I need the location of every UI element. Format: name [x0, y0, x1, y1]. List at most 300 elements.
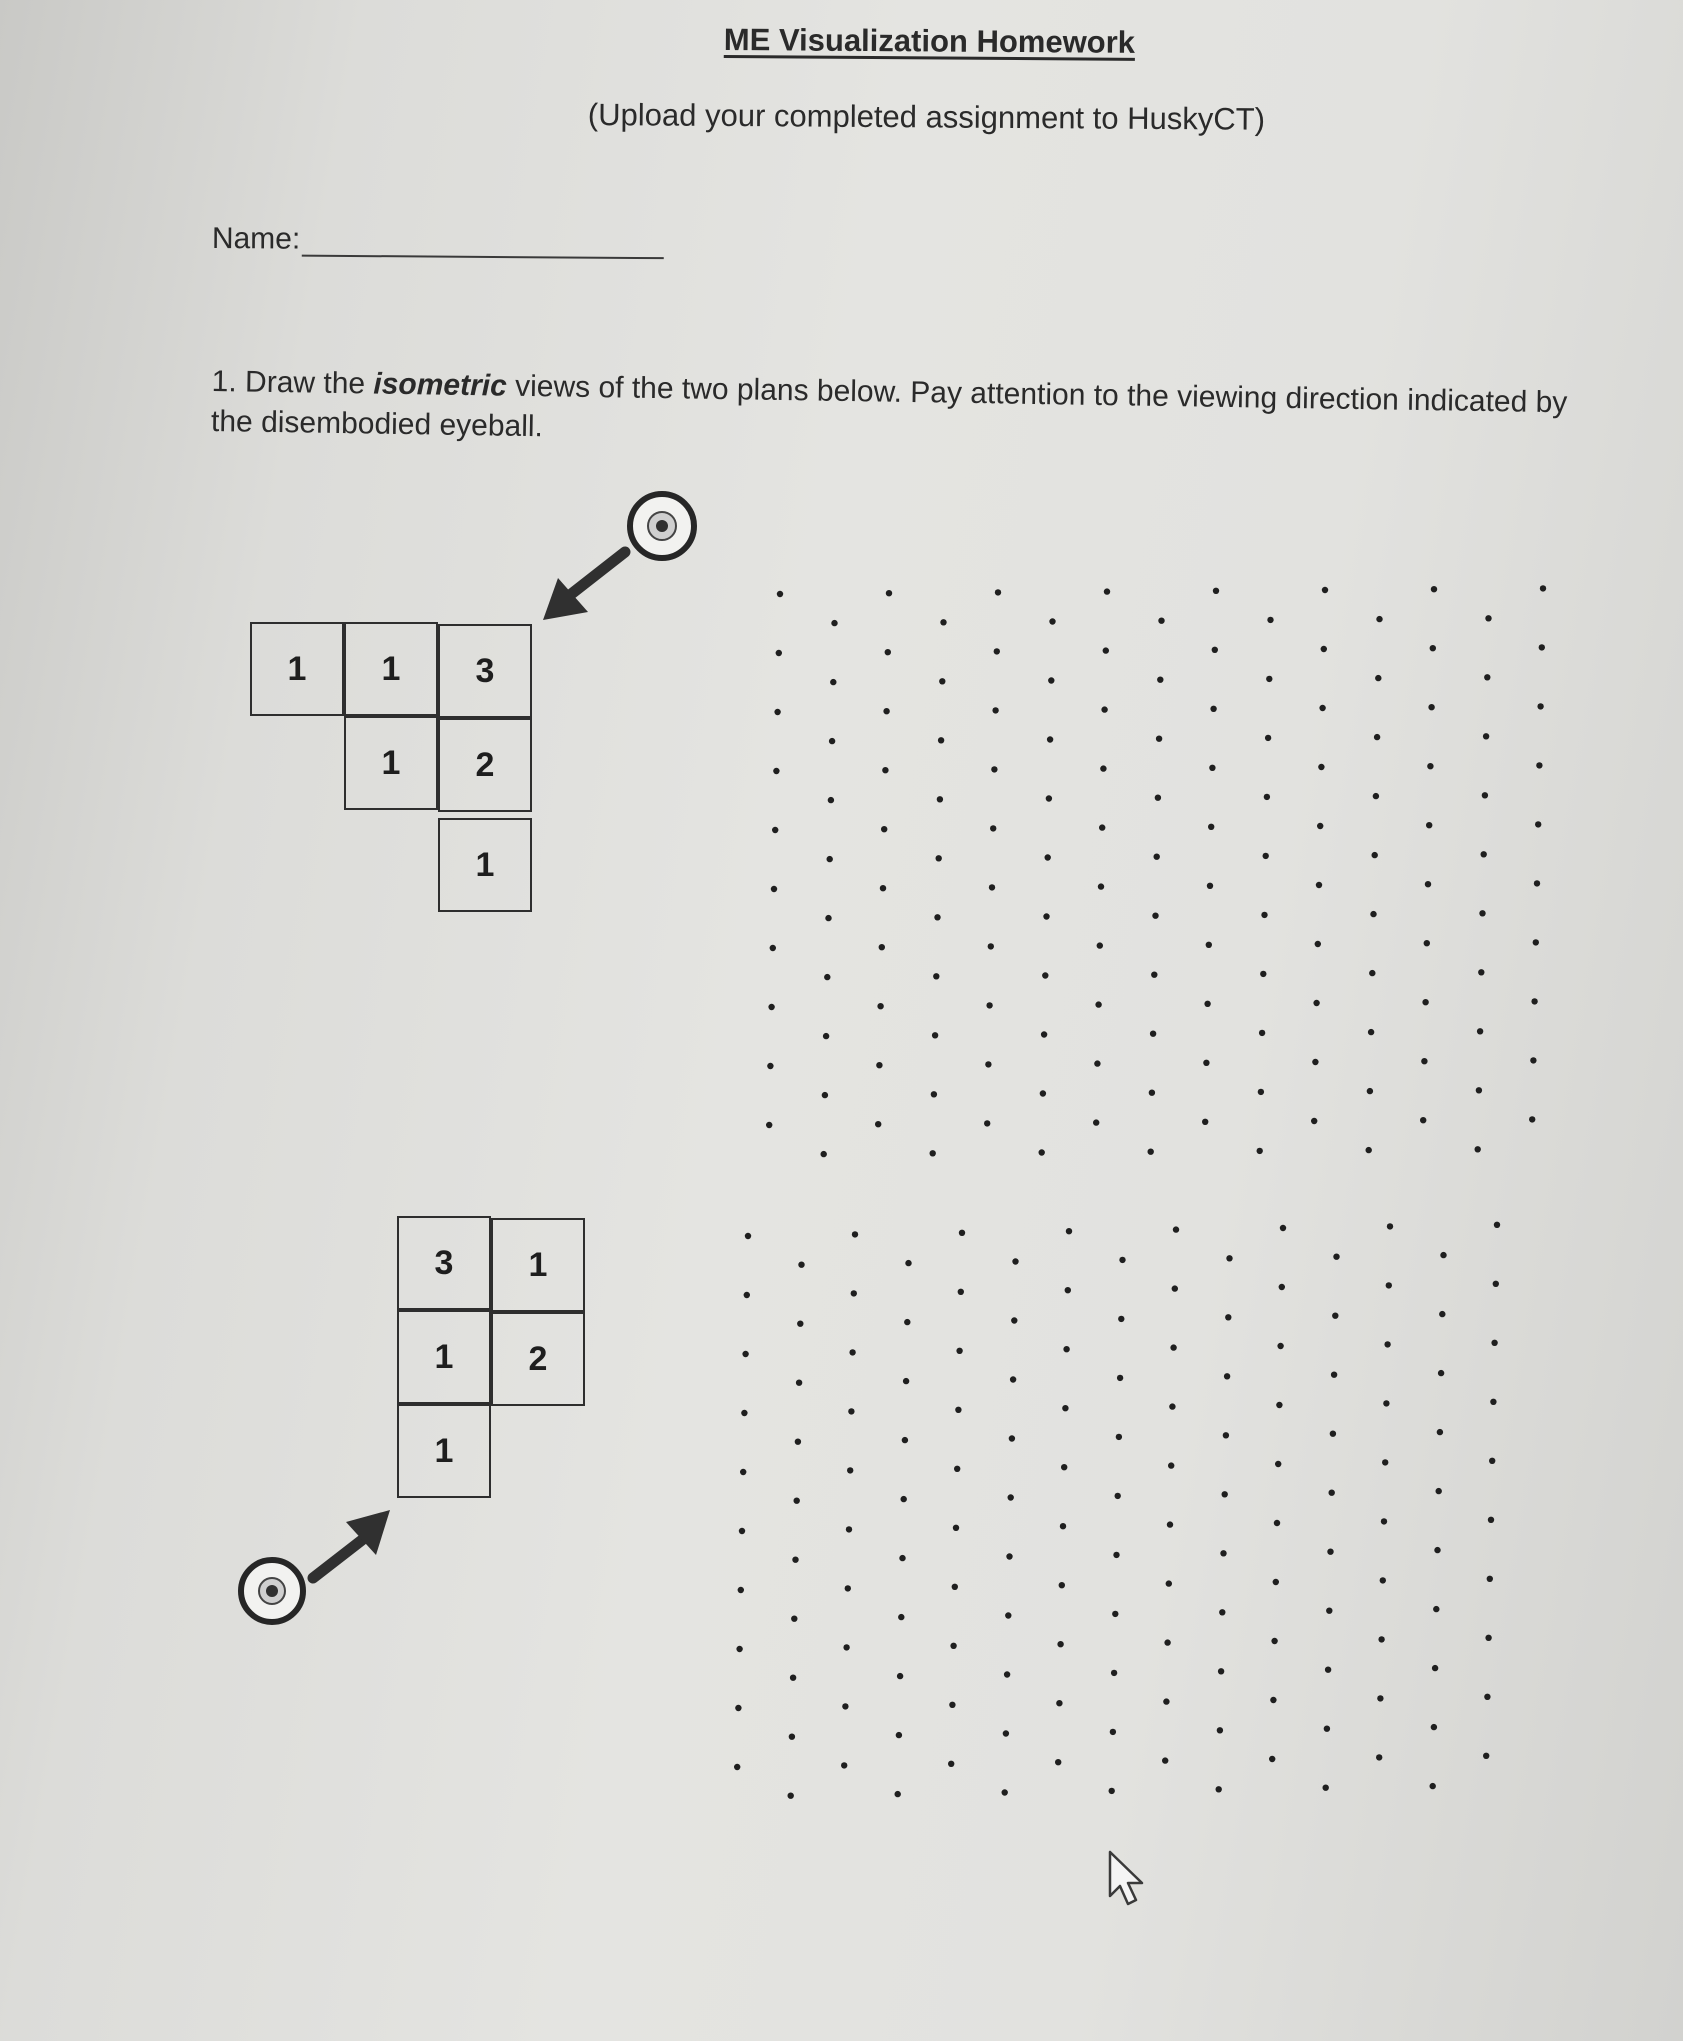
grid-dot	[1368, 1029, 1374, 1035]
grid-dot	[1381, 1518, 1387, 1524]
grid-dot	[1258, 1089, 1264, 1095]
grid-dot	[1157, 677, 1163, 683]
grid-dot	[1277, 1343, 1283, 1349]
grid-dot	[903, 1378, 909, 1384]
grid-dot	[777, 591, 783, 597]
grid-dot	[1425, 881, 1431, 887]
grid-dot	[1117, 1375, 1123, 1381]
grid-dot	[831, 620, 837, 626]
grid-dot	[1530, 1057, 1536, 1063]
grid-dot	[1173, 1226, 1179, 1232]
grid-dot	[1059, 1582, 1065, 1588]
grid-dot	[1063, 1346, 1069, 1352]
grid-dot	[1065, 1287, 1071, 1293]
grid-dot	[1436, 1488, 1442, 1494]
grid-dot	[1323, 1785, 1329, 1791]
grid-dot	[828, 797, 834, 803]
grid-dot	[1386, 1282, 1392, 1288]
grid-dot	[933, 973, 939, 979]
grid-dot	[954, 1466, 960, 1472]
grid-dot	[1383, 1400, 1389, 1406]
grid-dot	[985, 1061, 991, 1067]
grid-dot	[1475, 1146, 1481, 1152]
grid-dot	[989, 884, 995, 890]
question-number: 1.	[211, 364, 237, 399]
grid-dot	[934, 914, 940, 920]
grid-dot	[1112, 1611, 1118, 1617]
grid-dot	[846, 1526, 852, 1532]
grid-dot	[1170, 1344, 1176, 1350]
grid-dot	[1093, 1119, 1099, 1125]
grid-dot	[845, 1585, 851, 1591]
grid-dot	[1378, 1636, 1384, 1642]
grid-dot	[1009, 1435, 1015, 1441]
grid-dot	[1204, 1001, 1210, 1007]
grid-dot	[882, 767, 888, 773]
grid-dot	[742, 1351, 748, 1357]
grid-dot	[1537, 703, 1543, 709]
grid-dot	[1489, 1458, 1495, 1464]
grid-dot	[1220, 1550, 1226, 1556]
grid-dot	[1005, 1612, 1011, 1618]
grid-dot	[1047, 736, 1053, 742]
grid-dot	[1422, 999, 1428, 1005]
grid-dot	[1433, 1606, 1439, 1612]
grid-dot	[1095, 1001, 1101, 1007]
plan-2-cell: 1	[397, 1404, 491, 1498]
plan-2-cell: 3	[397, 1216, 491, 1310]
grid-dot	[881, 826, 887, 832]
grid-dot	[1325, 1667, 1331, 1673]
grid-dot	[1387, 1223, 1393, 1229]
grid-dot	[1311, 1118, 1317, 1124]
grid-dot	[1375, 675, 1381, 681]
grid-dot	[1167, 1521, 1173, 1527]
grid-dot	[1273, 1579, 1279, 1585]
grid-dot	[949, 1702, 955, 1708]
grid-dot	[766, 1122, 772, 1128]
grid-dot	[1109, 1788, 1115, 1794]
grid-dot	[1421, 1058, 1427, 1064]
plan-2-cell: 1	[491, 1218, 585, 1312]
grid-dot	[1207, 883, 1213, 889]
grid-dot	[1482, 792, 1488, 798]
grid-dot	[1366, 1147, 1372, 1153]
grid-dot	[776, 650, 782, 656]
grid-dot	[940, 619, 946, 625]
question-text-after: views of the two plans below. Pay attention to the viewing direction indicated by the disembodied eyeball.	[210, 369, 1568, 444]
grid-dot	[1094, 1060, 1100, 1066]
grid-dot	[1046, 795, 1052, 801]
grid-dot	[1372, 852, 1378, 858]
grid-dot	[772, 827, 778, 833]
grid-dot	[1172, 1285, 1178, 1291]
grid-dot	[770, 945, 776, 951]
grid-dot	[1535, 821, 1541, 827]
grid-dot	[1265, 735, 1271, 741]
grid-dot	[1156, 736, 1162, 742]
grid-dot	[1259, 1030, 1265, 1036]
grid-dot	[1119, 1257, 1125, 1263]
name-label: Name:	[211, 222, 301, 256]
grid-dot	[1104, 588, 1110, 594]
page-subtitle: (Upload your completed assignment to HuskyCT)	[587, 97, 1266, 137]
grid-dot	[1327, 1549, 1333, 1555]
plan-2-cell: 2	[491, 1312, 585, 1406]
grid-dot	[1280, 1225, 1286, 1231]
grid-dot	[1434, 1547, 1440, 1553]
grid-dot	[1218, 1668, 1224, 1674]
grid-dot	[1212, 647, 1218, 653]
eyeball-icon	[241, 1560, 303, 1622]
question-emphasis: isometric	[373, 367, 508, 403]
grid-dot	[848, 1408, 854, 1414]
grid-dot	[955, 1407, 961, 1413]
grid-dot	[1319, 705, 1325, 711]
grid-dot	[948, 1761, 954, 1767]
grid-dot	[1217, 1727, 1223, 1733]
grid-dot	[1315, 941, 1321, 947]
grid-dot	[745, 1233, 751, 1239]
grid-dot	[877, 1003, 883, 1009]
grid-dot	[1477, 1028, 1483, 1034]
grid-dot	[830, 679, 836, 685]
page-title: ME Visualization Homework	[723, 22, 1136, 60]
grid-dot	[1041, 1031, 1047, 1037]
grid-dot	[1483, 1753, 1489, 1759]
grid-dot	[1424, 940, 1430, 946]
grid-dot	[1048, 677, 1054, 683]
name-blank-line[interactable]	[302, 225, 664, 260]
grid-dot	[1330, 1431, 1336, 1437]
grid-dot	[956, 1348, 962, 1354]
grid-dot	[1267, 617, 1273, 623]
grid-dot	[875, 1121, 881, 1127]
grid-dot	[1484, 674, 1490, 680]
grid-dot	[1057, 1641, 1063, 1647]
grid-dot	[1061, 1464, 1067, 1470]
grid-dot	[1168, 1462, 1174, 1468]
grid-dot	[1369, 970, 1375, 976]
grid-dot	[740, 1469, 746, 1475]
grid-dot	[1533, 939, 1539, 945]
grid-dot	[774, 709, 780, 715]
grid-dot	[1321, 646, 1327, 652]
grid-dot	[1152, 913, 1158, 919]
grid-dot	[885, 649, 891, 655]
grid-dot	[1534, 880, 1540, 886]
grid-dot	[822, 1092, 828, 1098]
grid-dot	[790, 1675, 796, 1681]
grid-dot	[1206, 942, 1212, 948]
grid-dot	[1485, 1635, 1491, 1641]
grid-dot	[1270, 1697, 1276, 1703]
grid-dot	[1275, 1461, 1281, 1467]
grid-dot	[1062, 1405, 1068, 1411]
grid-dot	[1098, 883, 1104, 889]
grid-dot	[1426, 822, 1432, 828]
grid-dot	[829, 738, 835, 744]
grid-dot	[883, 708, 889, 714]
grid-dot	[842, 1703, 848, 1709]
grid-dot	[938, 737, 944, 743]
grid-dot	[798, 1262, 804, 1268]
grid-dot	[1115, 1493, 1121, 1499]
grid-dot	[744, 1292, 750, 1298]
grid-dot	[1257, 1148, 1263, 1154]
grid-dot	[879, 944, 885, 950]
grid-dot	[1219, 1609, 1225, 1615]
grid-dot	[1478, 969, 1484, 975]
grid-dot	[849, 1349, 855, 1355]
grid-dot	[736, 1646, 742, 1652]
grid-dot	[1066, 1228, 1072, 1234]
grid-dot	[1316, 882, 1322, 888]
grid-dot	[1485, 615, 1491, 621]
grid-dot	[1113, 1552, 1119, 1558]
grid-dot	[1164, 1639, 1170, 1645]
grid-dot	[1223, 1432, 1229, 1438]
grid-dot	[1276, 1402, 1282, 1408]
isometric-dot-grid-2	[734, 1222, 1500, 1799]
grid-dot	[1039, 1149, 1045, 1155]
grid-dot	[986, 1002, 992, 1008]
grid-dot	[773, 768, 779, 774]
grid-dot	[1481, 851, 1487, 857]
grid-dot	[1003, 1730, 1009, 1736]
grid-dot	[823, 1033, 829, 1039]
grid-dot	[992, 707, 998, 713]
grid-dot	[1209, 765, 1215, 771]
grid-dot	[932, 1032, 938, 1038]
grid-dot	[1484, 1694, 1490, 1700]
grid-dot	[1097, 942, 1103, 948]
grid-dot	[886, 590, 892, 596]
grid-dot	[902, 1437, 908, 1443]
grid-dot	[1430, 645, 1436, 651]
grid-dot	[1377, 1695, 1383, 1701]
arrow-icon	[313, 1510, 390, 1578]
grid-dot	[1103, 647, 1109, 653]
grid-dot	[1373, 793, 1379, 799]
question-1	[211, 362, 1612, 464]
grid-dot	[1116, 1434, 1122, 1440]
grid-dot	[1324, 1726, 1330, 1732]
grid-dot	[895, 1791, 901, 1797]
grid-dot	[1432, 1665, 1438, 1671]
grid-dot	[1274, 1520, 1280, 1526]
eyeball-icon	[630, 494, 694, 558]
grid-dot	[1494, 1222, 1500, 1228]
grid-dot	[1004, 1671, 1010, 1677]
plan-1-cell: 3	[438, 624, 532, 718]
grid-dot	[1203, 1060, 1209, 1066]
grid-dot	[741, 1410, 747, 1416]
grid-dot	[1318, 764, 1324, 770]
grid-dot	[1488, 1517, 1494, 1523]
grid-dot	[1166, 1580, 1172, 1586]
grid-dot	[1008, 1494, 1014, 1500]
grid-dot	[1150, 1031, 1156, 1037]
grid-dot	[1483, 733, 1489, 739]
name-field	[212, 222, 665, 259]
grid-dot	[1430, 1783, 1436, 1789]
grid-dot	[1043, 913, 1049, 919]
grid-dot	[797, 1321, 803, 1327]
grid-dot	[1540, 585, 1546, 591]
grid-dot	[852, 1231, 858, 1237]
grid-dot	[1493, 1281, 1499, 1287]
grid-dot	[843, 1644, 849, 1650]
grid-dot	[734, 1764, 740, 1770]
grid-dot	[1529, 1116, 1535, 1122]
grid-dot	[1384, 1341, 1390, 1347]
grid-dot	[1539, 644, 1545, 650]
grid-dot	[897, 1673, 903, 1679]
plan-1-cell: 1	[344, 716, 438, 810]
grid-dot	[1040, 1090, 1046, 1096]
grid-dot	[1210, 706, 1216, 712]
grid-dot	[1376, 1754, 1382, 1760]
grid-dot	[1431, 1724, 1437, 1730]
grid-dot	[1100, 765, 1106, 771]
grid-dot	[1163, 1698, 1169, 1704]
grid-dot	[771, 886, 777, 892]
grid-dot	[739, 1528, 745, 1534]
grid-dot	[1056, 1700, 1062, 1706]
grid-dot	[1261, 912, 1267, 918]
grid-dot	[1431, 586, 1437, 592]
grid-dot	[1279, 1284, 1285, 1290]
grid-dot	[768, 1004, 774, 1010]
grid-dot	[1329, 1490, 1335, 1496]
grid-dot	[738, 1587, 744, 1593]
grid-dot	[1312, 1059, 1318, 1065]
grid-dot	[1263, 853, 1269, 859]
grid-dot	[1440, 1252, 1446, 1258]
grid-dot	[841, 1762, 847, 1768]
grid-dot	[1260, 971, 1266, 977]
grid-dot	[939, 678, 945, 684]
grid-dot	[1266, 676, 1272, 682]
grid-dot	[796, 1380, 802, 1386]
grid-dot	[1111, 1670, 1117, 1676]
grid-dot	[991, 766, 997, 772]
grid-dot	[1118, 1316, 1124, 1322]
grid-dot	[990, 825, 996, 831]
grid-dot	[988, 943, 994, 949]
grid-dot	[1012, 1258, 1018, 1264]
grid-dot	[1010, 1376, 1016, 1382]
grid-dot	[1271, 1638, 1277, 1644]
grid-dot	[795, 1439, 801, 1445]
grid-dot	[1322, 587, 1328, 593]
grid-dot	[1367, 1088, 1373, 1094]
grid-dot	[794, 1498, 800, 1504]
grid-dot	[1326, 1608, 1332, 1614]
grid-dot	[901, 1496, 907, 1502]
grid-dot	[930, 1150, 936, 1156]
grid-dot	[1487, 1576, 1493, 1582]
grid-dot	[1149, 1090, 1155, 1096]
grid-dot	[788, 1793, 794, 1799]
grid-dot	[1476, 1087, 1482, 1093]
grid-dot	[876, 1062, 882, 1068]
grid-dot	[1045, 854, 1051, 860]
mouse-cursor-icon	[1110, 1852, 1142, 1904]
grid-dot	[1154, 854, 1160, 860]
grid-dot	[896, 1732, 902, 1738]
grid-dot	[1006, 1553, 1012, 1559]
grid-dot	[1428, 704, 1434, 710]
isometric-dot-grid-1	[766, 585, 1546, 1157]
grid-dot	[1332, 1313, 1338, 1319]
grid-dot	[1202, 1119, 1208, 1125]
grid-dot	[1264, 794, 1270, 800]
grid-dot	[1376, 616, 1382, 622]
grid-dot	[905, 1260, 911, 1266]
grid-dot	[952, 1584, 958, 1590]
grid-dot	[1099, 824, 1105, 830]
grid-dot	[1162, 1757, 1168, 1763]
plan-1-cell: 1	[438, 818, 532, 912]
grid-dot	[1169, 1403, 1175, 1409]
grid-dot	[1060, 1523, 1066, 1529]
grid-dot	[792, 1557, 798, 1563]
grid-dot	[904, 1319, 910, 1325]
plan-1-cell: 1	[344, 622, 438, 716]
grid-dot	[899, 1555, 905, 1561]
grid-dot	[767, 1063, 773, 1069]
grid-dot	[1531, 998, 1537, 1004]
grid-dot	[880, 885, 886, 891]
grid-dot	[937, 796, 943, 802]
grid-dot	[1437, 1429, 1443, 1435]
grid-dot	[1224, 1373, 1230, 1379]
grid-dot	[1438, 1370, 1444, 1376]
grid-dot	[1208, 824, 1214, 830]
grid-dot	[950, 1643, 956, 1649]
grid-dot	[1148, 1149, 1154, 1155]
grid-dot	[1226, 1255, 1232, 1261]
grid-dot	[1011, 1317, 1017, 1323]
grid-dot	[1269, 1756, 1275, 1762]
grid-dot	[825, 915, 831, 921]
grid-dot	[1427, 763, 1433, 769]
grid-dot	[735, 1705, 741, 1711]
grid-dot	[1374, 734, 1380, 740]
grid-dot	[953, 1525, 959, 1531]
grid-dot	[1151, 972, 1157, 978]
grid-dot	[847, 1467, 853, 1473]
grid-dot	[1110, 1729, 1116, 1735]
grid-dot	[791, 1616, 797, 1622]
grid-dot	[1491, 1340, 1497, 1346]
grid-dot	[995, 589, 1001, 595]
grid-dot	[1216, 1786, 1222, 1792]
grid-dot	[1380, 1577, 1386, 1583]
grid-dot	[1490, 1399, 1496, 1405]
question-text-before: Draw the	[244, 365, 374, 401]
plan-1-cell: 1	[250, 622, 344, 716]
grid-dot	[1370, 911, 1376, 917]
arrow-icon	[543, 552, 625, 620]
grid-dot	[959, 1230, 965, 1236]
grid-dot	[821, 1151, 827, 1157]
grid-dot	[1333, 1254, 1339, 1260]
grid-dot	[1055, 1759, 1061, 1765]
grid-dot	[936, 855, 942, 861]
